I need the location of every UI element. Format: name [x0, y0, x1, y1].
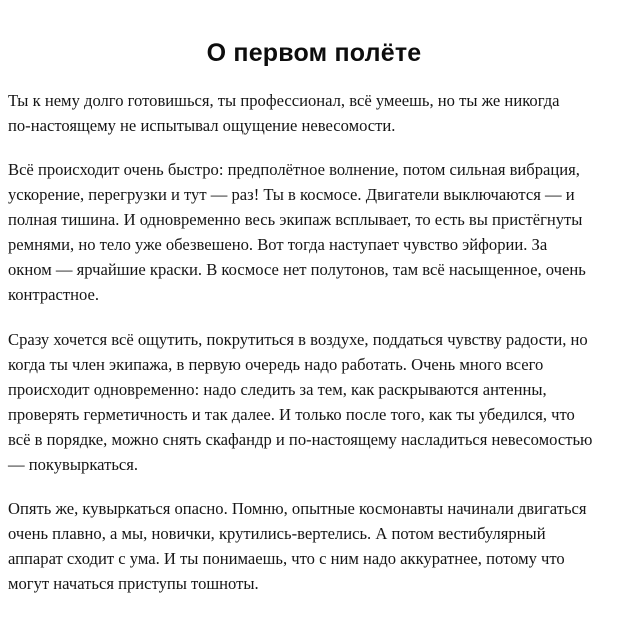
paragraph-line: ускорение, перегрузки и тут — раз! Ты в космосе. Двигатели выключаются — и — [8, 185, 575, 204]
article — [8, 0, 620, 593]
paragraph-line: аппарат сходит с ума. И ты понимаешь, что с ним надо аккуратнее, потому что — [8, 549, 565, 568]
paragraph-line: очень плавно, а мы, новички, крутились-вертелись. А потом вестибулярный — [8, 524, 546, 543]
paragraph-line: ремнями, но тело уже обезвешено. Вот тогда наступает чувство эйфории. За — [8, 235, 548, 254]
article-paragraph — [8, 496, 587, 596]
paragraph-line: Всё происходит очень быстро: предполётное волнение, потом сильная вибрация, — [8, 160, 580, 179]
article-paragraph — [8, 157, 586, 307]
paragraph-line: всё в порядке, можно снять скафандр и по-настоящему насладиться невесомостью — [8, 430, 593, 449]
paragraph-line: окном — ярчайшие краски. В космосе нет полутонов, там всё насыщенное, очень — [8, 260, 586, 279]
paragraph-line: контрастное. — [8, 285, 100, 304]
paragraph-line: Ты к нему долго готовишься, ты профессионал, всё умеешь, но ты же никогда — [8, 91, 560, 110]
article-paragraph — [8, 88, 560, 138]
paragraph-line: полная тишина. И одновременно весь экипаж всплывает, то есть вы пристёгнуты — [8, 210, 583, 229]
paragraph-line: Опять же, кувыркаться опасно. Помню, опытные космонавты начинали двигаться — [8, 499, 587, 518]
paragraph-line: Сразу хочется всё ощутить, покрутиться в воздухе, поддаться чувству радости, но — [8, 330, 588, 349]
paragraph-line: проверять герметичность и так далее. И только после того, как ты убедился, что — [8, 405, 575, 424]
paragraph-line: могут начаться приступы тошноты. — [8, 574, 259, 593]
paragraph-line: происходит одновременно: надо следить за тем, как раскрываются антенны, — [8, 380, 547, 399]
paragraph-line: — покувыркаться. — [8, 455, 139, 474]
article-title: О первом полёте — [206, 39, 422, 67]
paragraph-line: по-настоящему не испытывал ощущение невесомости. — [8, 116, 396, 135]
article-paragraph — [8, 327, 592, 477]
paragraph-line: когда ты член экипажа, в первую очередь надо работать. Очень много всего — [8, 355, 544, 374]
